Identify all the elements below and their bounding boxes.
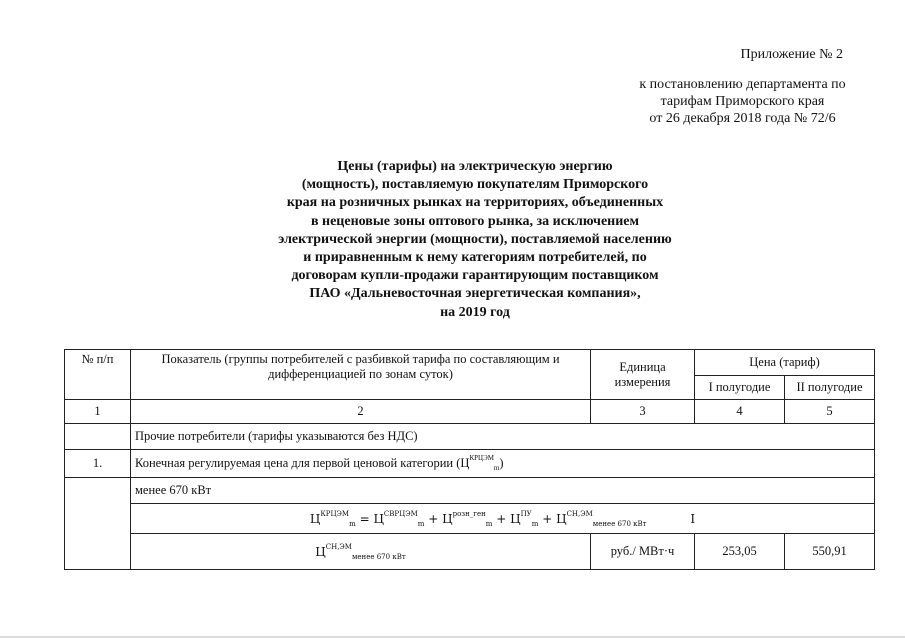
title-line: (мощность), поставляемую покупателям Приморского — [301, 177, 649, 193]
header-indicator: Показатель (группы потребителей с разбивкой тарифа по составляющим и дифференциацией по зонам суток) — [131, 350, 591, 400]
formula-t2-sub: m — [485, 519, 493, 528]
col-number: 3 — [591, 400, 695, 424]
formula-t4-sup: СН,ЭМ — [566, 509, 593, 518]
formula-t2: Ц — [442, 511, 453, 526]
subgroup-num-cell — [65, 478, 131, 570]
col-number: 5 — [785, 400, 875, 424]
header-half1: I полугодие — [695, 376, 785, 400]
header-half2: II полугодие — [785, 376, 875, 400]
header-price: Цена (тариф) — [695, 350, 875, 376]
formula-t3-sup: ПУ — [520, 509, 532, 518]
document-title — [240, 158, 710, 322]
row-label-text: Конечная регулируемая цена для первой ценовой категории ( — [135, 456, 461, 470]
price-formula — [131, 504, 875, 534]
formula-t3: Ц — [510, 511, 521, 526]
formula-plus: + — [542, 511, 553, 526]
title-line: Цены (тарифы) на электрическую энергию — [337, 159, 613, 174]
decree-line: к постановлению департамента по — [639, 77, 846, 92]
formula-t1-sup: СВРЦЭМ — [383, 509, 418, 518]
title-line: договорам купли-продажи гарантирующим поставщиком — [291, 268, 659, 284]
title-line: края на розничных рынках на территориях, объединенных — [286, 195, 664, 211]
title-line: электрической энергии (мощности), поставляемой населению — [278, 231, 672, 247]
formula-tail: I — [690, 511, 696, 526]
section-row: Прочие потребители (тарифы указываются без НДС) — [131, 424, 875, 450]
data-row-half1: 253,05 — [695, 534, 785, 570]
appendix-label: Приложение № 2 — [740, 47, 843, 62]
formula-lhs-sub: m — [349, 519, 356, 528]
title-line: в неценовые зоны оптового рынка, за исключением — [310, 213, 640, 229]
data-row-half2: 550,91 — [785, 534, 875, 570]
formula-t4-sub: менее 670 кВт — [592, 519, 647, 528]
data-row-unit: руб./ МВт·ч — [591, 534, 695, 570]
decree-reference — [610, 76, 875, 127]
col-number: 4 — [695, 400, 785, 424]
formula-lhs: Ц — [309, 511, 321, 526]
decree-line: тарифам Приморского края — [660, 94, 825, 109]
col-number: 1 — [65, 400, 131, 424]
price-symbol: Ц — [460, 456, 470, 470]
section-num-cell — [65, 424, 131, 450]
formula-t4: Ц — [556, 511, 567, 526]
component-sup: СН,ЭМ — [325, 542, 352, 551]
price-superscript: КРЦЭМ — [469, 454, 494, 462]
component-symbol: Ц — [315, 544, 326, 559]
row-label — [131, 450, 875, 478]
formula-eq: = — [359, 511, 370, 526]
formula-t2-sup: розн_ген — [452, 509, 486, 518]
header-num: № п/п — [65, 350, 131, 400]
formula-t1: Ц — [373, 511, 384, 526]
tariff-table — [64, 349, 875, 570]
col-number: 2 — [131, 400, 591, 424]
component-sub: менее 670 кВт — [351, 552, 406, 561]
formula-plus: + — [428, 511, 439, 526]
header-unit: Единица измерения — [591, 350, 695, 400]
formula-t1-sub: m — [417, 519, 425, 528]
title-line: ПАО «Дальневосточная энергетическая компания», — [309, 286, 641, 302]
formula-t3-sub: m — [531, 519, 539, 528]
decree-line: от 26 декабря 2018 года № 72/6 — [649, 111, 836, 126]
row-number: 1. — [65, 450, 131, 478]
scan-edge — [0, 636, 905, 638]
formula-plus: + — [496, 511, 507, 526]
data-row-component — [131, 534, 591, 570]
title-line: на 2019 год — [440, 304, 510, 320]
title-line: и приравненным к нему категориям потребителей, по — [303, 250, 647, 266]
subgroup-label: менее 670 кВт — [131, 478, 875, 504]
price-subscript: m — [493, 464, 500, 472]
formula-lhs-sup: КРЦЭМ — [320, 509, 350, 518]
row-label-close: ) — [499, 456, 504, 470]
